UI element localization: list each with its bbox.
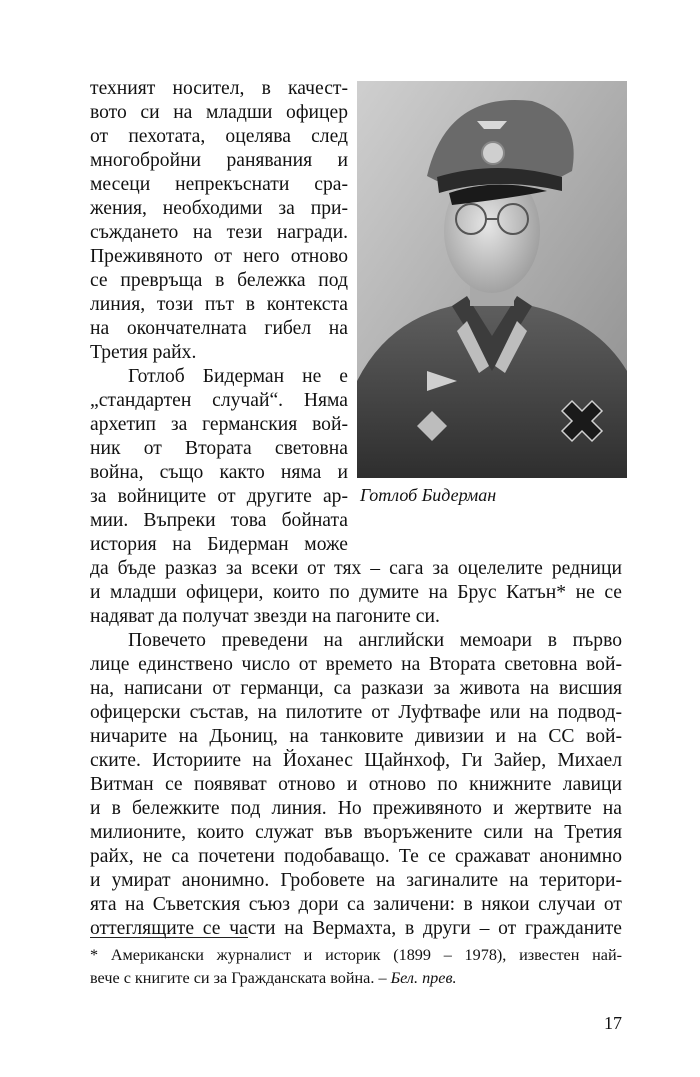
text-line: ник от Втората световна: [90, 438, 348, 459]
text-line: надяват да получат звезди на пагоните си.: [90, 606, 440, 627]
text-line: съждането на тези награди.: [90, 222, 348, 243]
text-line: жения, необходими за при-: [90, 198, 348, 219]
photo-caption: Готлоб Бидерман: [360, 485, 497, 505]
page-number: 17: [604, 1013, 622, 1033]
text-line: Повечето преведени на английски мемоари в първо: [128, 630, 622, 651]
text-line: на, написани от германци, са разкази за живота на висшия: [90, 678, 622, 699]
text-line: Преживяното от него отново: [90, 246, 348, 267]
text-line: офицерски състав, на пилотите от Луфтвафе или на подвод-: [90, 702, 622, 723]
text-line: Третия райх.: [90, 342, 197, 363]
text-line: архетип за германския вой-: [90, 414, 348, 435]
text-line: вото си на младши офицер: [90, 102, 348, 123]
text-line: ята на Съветския съюз дори са заличени: в някои случаи от: [90, 894, 622, 915]
text-line: и в бележките под линия. Но преживяното и жертвите на: [90, 798, 622, 819]
text-line: оттеглящите се части на Вермахта, в други – от гражданите: [90, 918, 622, 939]
text-line: мии. Въпреки това бойната: [90, 510, 348, 531]
text-line: многобройни ранявания и: [90, 150, 348, 171]
text-line: да бъде разказ за всеки от тях – сага за оцелелите редници: [90, 558, 622, 579]
text-line: Готлоб Бидерман не е: [128, 366, 348, 387]
text-line: лице единствено число от времето на Втората световна вой-: [90, 654, 622, 675]
footnote-line: [90, 967, 622, 989]
text-line: за войниците от другите ар-: [90, 486, 348, 507]
text-line: се превръща в бележка под: [90, 270, 348, 291]
text-line: милионите, които служат във въоръжените сили на Третия: [90, 822, 622, 843]
text-line: и младши офицери, които по думите на Брус Катън* не се: [90, 582, 622, 603]
footnote-divider: [90, 937, 248, 938]
footnote-text: вече с книгите си за Гражданската война. –: [90, 969, 391, 987]
text-line: история на Бидерман може: [90, 534, 348, 555]
text-line: „стандартен случай“. Няма: [90, 390, 348, 411]
text-line: от пехотата, оцелява след: [90, 126, 348, 147]
text-line: ските. Историите на Йоханес Щайнхоф, Ги Зайер, Михаел: [90, 750, 622, 771]
text-line: линия, този път в контекста: [90, 294, 348, 315]
text-line: война, също както няма и: [90, 462, 348, 483]
text-line: райх, не са почетени подобаващо. Те се сражават анонимно: [90, 846, 622, 867]
footnote-abbreviation: Бел. прев.: [390, 969, 457, 987]
text-line: месеци непрекъснати сра-: [90, 174, 348, 195]
portrait-photo: [357, 81, 627, 478]
footnote-line: * Американски журналист и историк (1899 – 1978), известен най-: [90, 946, 622, 964]
text-line: техният носител, в качест-: [90, 78, 348, 99]
text-line: ничарите на Дьониц, на танковите дивизии и на СС вой-: [90, 726, 622, 747]
text-line: и умират анонимно. Гробовете на загиналите на територи-: [90, 870, 622, 891]
text-line: на окончателната гибел на: [90, 318, 348, 339]
text-line: Витман се появяват отново и отново по книжните лавици: [90, 774, 622, 795]
